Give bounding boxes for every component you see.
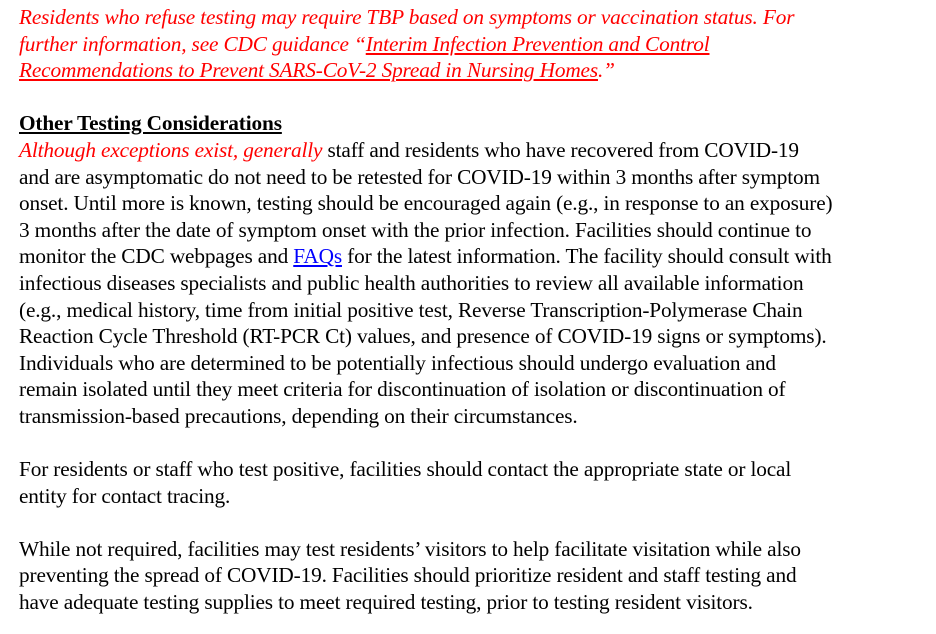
spacer: [19, 430, 931, 457]
cdc-guidance-link-part-1[interactable]: Interim Infection Prevention and Control: [365, 31, 710, 56]
spacer: [19, 84, 931, 111]
section-heading: Other Testing Considerations: [19, 111, 282, 136]
other-testing-section: [19, 110, 931, 429]
para1-line-5-suffix: for the latest information. The facility should consult with: [341, 244, 832, 269]
para1-line-1-rest: staff and residents who have recovered from COVID-19: [322, 137, 799, 162]
intro-line-3-suffix: .”: [598, 58, 615, 83]
spacer: [19, 509, 931, 536]
para1-line-5-prefix: monitor the CDC webpages and: [19, 244, 294, 269]
faqs-link[interactable]: FAQs: [293, 244, 342, 269]
para1-line-2: and are asymptomatic do not need to be retested for COVID-19 within 3 months after symptom: [19, 164, 820, 189]
para1-line-7: (e.g., medical history, time from initial positive test, Reverse Transcription-Polymerase Chain: [19, 297, 803, 322]
intro-line-1: Residents who refuse testing may require TBP based on symptoms or vaccination status. For: [19, 5, 795, 29]
para1-line-4: 3 months after the date of symptom onset with the prior infection. Facilities should continue to: [19, 217, 812, 242]
para3-line-3: have adequate testing supplies to meet required testing, prior to testing resident visitors.: [19, 590, 753, 615]
cdc-guidance-link-part-2[interactable]: Recommendations to Prevent SARS-CoV-2 Spread in Nursing Homes: [19, 58, 598, 83]
para1-line-1: [19, 137, 931, 164]
para1-line-10: remain isolated until they meet criteria for discontinuation of isolation or discontinuation of: [19, 377, 786, 402]
document-page: [19, 4, 931, 616]
contact-tracing-paragraph: [19, 456, 931, 509]
intro-paragraph: [19, 4, 931, 84]
intro-line-2: [19, 31, 931, 58]
para2-line-1: For residents or staff who test positive, facilities should contact the appropriate state or local: [19, 457, 792, 482]
para1-line-6: infectious diseases specialists and public health authorities to review all available information: [19, 270, 804, 295]
visitor-testing-paragraph: [19, 536, 931, 616]
section-heading-line: [19, 110, 931, 137]
intro-line-2-prefix: further information, see CDC guidance “: [19, 31, 366, 56]
para2-line-2: entity for contact tracing.: [19, 483, 231, 508]
para1-line-5: [19, 243, 931, 270]
para1-line-11: transmission-based precautions, depending on their circumstances.: [19, 403, 578, 428]
revision-red-lead: Although exceptions exist, generally: [19, 137, 323, 162]
para1-line-3: onset. Until more is known, testing should be encouraged again (e.g., in response to an exposure): [19, 191, 833, 216]
intro-line-3: [19, 57, 931, 84]
para3-line-2: preventing the spread of COVID-19. Facilities should prioritize resident and staff testing and: [19, 563, 797, 588]
para3-line-1: While not required, facilities may test residents’ visitors to help facilitate visitation while also: [19, 536, 801, 561]
para1-line-8: Reaction Cycle Threshold (RT-PCR Ct) values, and presence of COVID-19 signs or symptoms).: [19, 324, 827, 349]
para1-line-9: Individuals who are determined to be potentially infectious should undergo evaluation and: [19, 350, 776, 375]
